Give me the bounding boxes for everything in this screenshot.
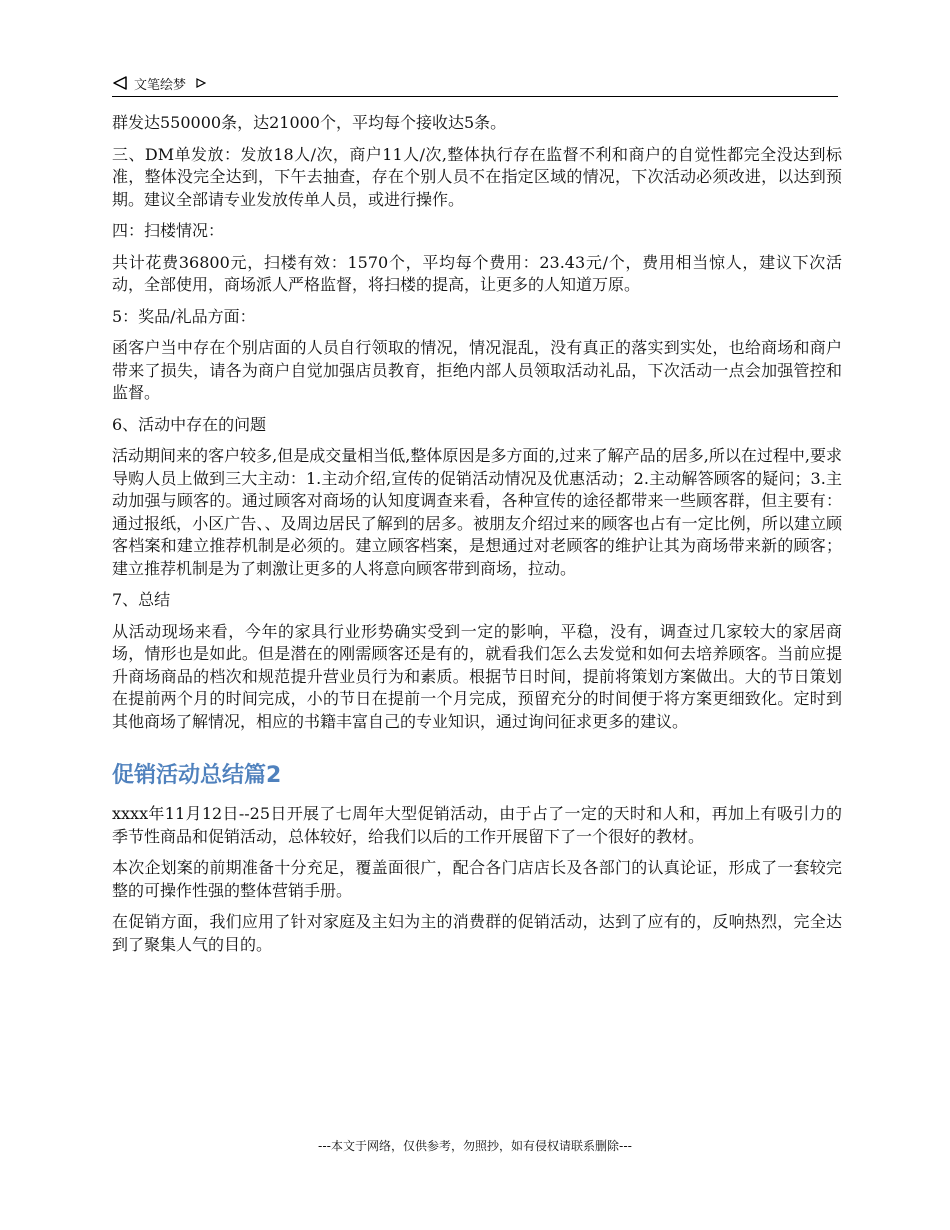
paragraph: 函客户当中存在个别店面的人员自行领取的情况，情况混乱，没有真正的落实到实处，也给商场和商户带来了损失，请各为商户自觉加强店员教育，拒绝内部人员领取活动礼品，下次活动一点会加强管控和监督。 [112,338,842,402]
paragraph: 群发达550000条，达21000个，平均每个接收达5条。 [112,113,507,132]
triangle-left-icon [112,75,128,91]
paragraph: 6、活动中存在的问题 [112,414,267,434]
paragraph: 三、DM单发放：发放18人/次，商户11人/次,整体执行存在监督不利和商户的自觉性都完全没达到标准，整体没完全达到，下午去抽查，存在个别人员不在指定区域的情况，下次活动必须改进，以达到预期。建议全部请专业发放传单人员，或进行操作。 [112,144,842,209]
paragraph: 7、总结 [112,590,171,609]
page-footer: ---本文于网络，仅供参考，勿照抄，如有侵权请联系删除--- [318,1139,632,1153]
paragraph: 5：奖品/礼品方面： [112,306,256,326]
header-title: 文笔绘梦 [134,77,187,93]
paragraph: 活动期间来的客户较多,但是成交量相当低,整体原因是多方面的,过来了解产品的居多,所以在过程中,要求导购人员上做到三大主动：1.主动介绍,宣传的促销活动情况及优惠活动；2.主动解答顾客的疑问；3.主动加强与顾客的。通过顾客对商场的认知度调查来看，各种宣传的途径都带来一些顾客群，但主要有：通过报纸，小区广告、、及周边居民了解到的居多。被朋友介绍过来的顾客也占有一定比例，所以建立顾客档案和建立推荐机制是必须的。建立顾客档案，是想通过对老顾客的维护让其为商场带来新的顾客；建立推荐机制是为了刺激让更多的人将意向顾客带到商场，拉动。 [112,446,842,578]
paragraph: 在促销方面，我们应用了针对家庭及主妇为主的消费群的促销活动，达到了应有的，反响热烈，完全达到了聚集人气的目的。 [112,912,842,954]
paragraph: 共计花费36800元，扫楼有效：1570个，平均每个费用：23.43元/个，费用相当惊人，建议下次活动，全部使用，商场派人严格监督，将扫楼的提高，让更多的人知道万原。 [112,252,842,294]
triangle-right-icon [196,78,206,88]
paragraph: 四：扫楼情况： [112,221,225,240]
paragraph: 本次企划案的前期准备十分充足，覆盖面很广，配合各门店店长及各部门的认真论证，形成了一套较完整的可操作性强的整体营销手册。 [112,858,842,900]
paragraph: 从活动现场来看，今年的家具行业形势确实受到一定的影响，平稳，没有，调查过几家较大的家居商场，情形也是如此。但是潜在的刚需顾客还是有的，就看我们怎么去发觉和如何去培养顾客。当前应提升商场商品的档次和规范提升营业员行为和素质。根据节日时间，提前将策划方案做出。大的节日策划在提前两个月的时间完成，小的节日在提前一个月完成，预留充分的时间便于将方案更细致化。定时到其他商场了解情况，相应的书籍丰富自己的专业知识，通过询问征求更多的建议。 [112,621,842,731]
paragraph: xxxx年11月12日--25日开展了七周年大型促销活动，由于占了一定的天时和人和，再加上有吸引力的季节性商品和促销活动，总体较好，给我们以后的工作开展留下了一个很好的教材。 [112,804,842,846]
section-heading: 促销活动总结篇2 [112,763,282,788]
document-body [112,112,842,965]
page-header [112,70,838,97]
